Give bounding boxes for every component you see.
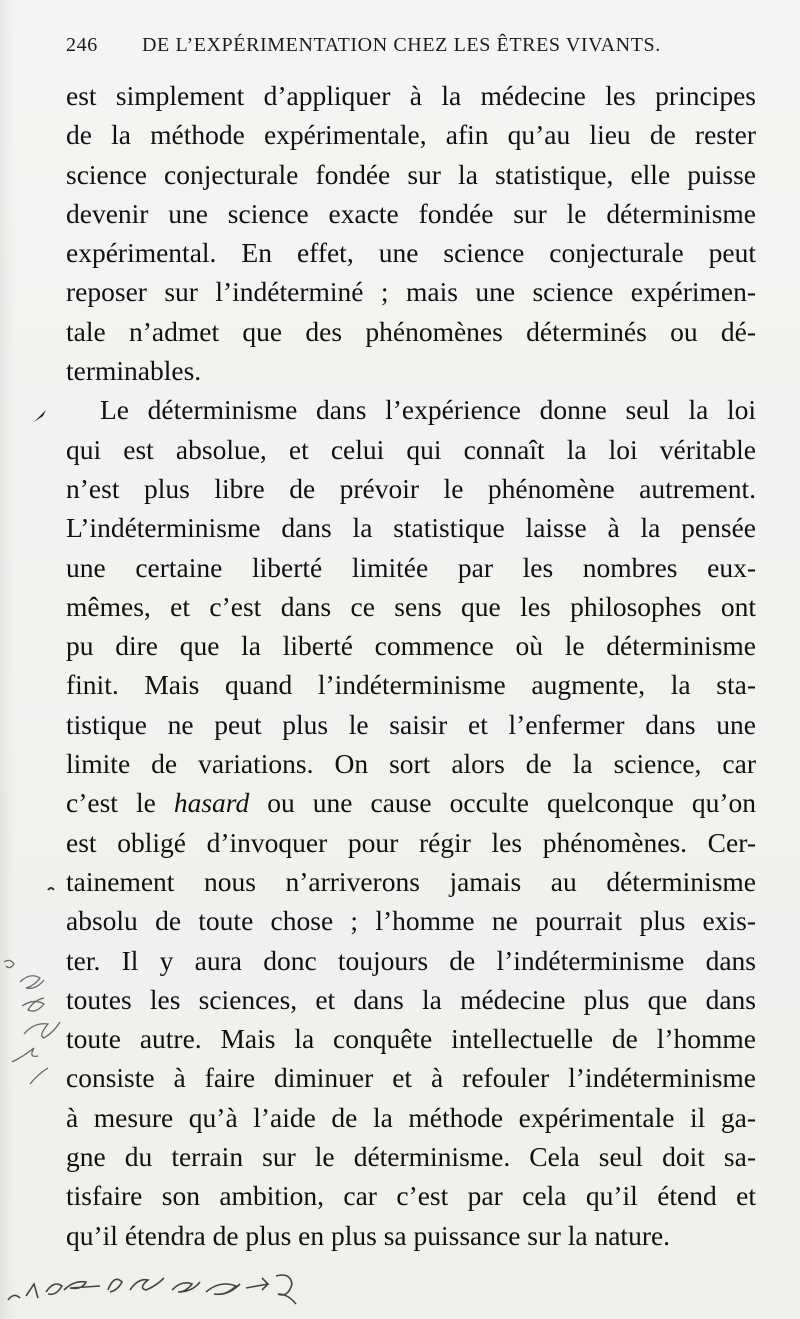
paragraph-1 — [66, 76, 756, 390]
body-text — [66, 76, 756, 1255]
margin-pen-dot — [48, 888, 54, 890]
text-line: reposer sur l’indéterminé ; mais une science expérimen- — [66, 276, 756, 308]
italic-word-hasard: hasard — [173, 787, 250, 819]
text-line: de la méthode expérimentale, afin qu’au lieu de rester — [66, 119, 756, 151]
text-line: toutes les sciences, et dans la médecine plus que dans — [66, 983, 756, 1015]
text-line: expérimental. En effet, une science conjecturale peut — [66, 237, 756, 269]
text-line: est simplement d’appliquer à la médecine les principes — [66, 80, 756, 111]
running-header — [66, 34, 756, 62]
bottom-handwritten-note — [8, 1275, 296, 1304]
text-line: absolu de toute chose ; l’homme ne pourrait plus exis- — [66, 905, 756, 937]
text-line: n’est plus libre de prévoir le phénomène autrement. — [66, 472, 756, 504]
text-line: qui est absolue, et celui qui connaît la loi véritable — [66, 433, 756, 465]
margin-handwritten-note — [4, 960, 60, 1084]
text-line: tale n’admet que des phénomènes déterminés ou dé- — [66, 315, 756, 347]
text-line: consiste à faire diminuer et à refouler l’indéterminisme — [66, 1062, 756, 1094]
text-line: à mesure qu’à l’aide de la méthode expérimentale il ga- — [66, 1101, 756, 1133]
page-number: 246 — [66, 34, 98, 56]
text-line-hasard — [66, 783, 756, 822]
text-line: tainement nous n’arriverons jamais au déterminisme — [66, 865, 756, 897]
text-line: qu’il étendra de plus en plus sa puissance sur la nature. — [66, 1219, 671, 1251]
text-run: ou une cause occulte quelconque qu’on — [249, 787, 756, 819]
text-line: mêmes, et c’est dans ce sens que les philosophes ont — [66, 590, 756, 622]
text-line: devenir une science exacte fondée sur le déterminisme — [66, 197, 756, 229]
text-line: toute autre. Mais la conquête intellectuelle de l’homme — [66, 1023, 756, 1055]
text-run: c’est le — [66, 787, 174, 819]
text-line: ter. Il y aura donc toujours de l’indéterminisme dans — [66, 944, 756, 976]
text-line: tisfaire son ambition, car c’est par cela qu’il étend et — [66, 1180, 756, 1212]
text-line: une certaine liberté limitée par les nombres eux- — [66, 551, 756, 583]
text-line: tistique ne peut plus le saisir et l’enfermer dans une — [66, 708, 756, 740]
text-line: est obligé d’invoquer pour régir les phénomènes. Cer- — [66, 826, 756, 858]
text-line: finit. Mais quand l’indéterminisme augmente, la sta- — [66, 669, 756, 701]
text-line: science conjecturale fondée sur la statistique, elle puisse — [66, 158, 756, 190]
text-line: Le déterminisme dans l’expérience donne seul la loi — [100, 394, 756, 426]
text-line: limite de variations. On sort alors de la science, car — [66, 748, 756, 780]
margin-pen-tick — [34, 410, 46, 422]
text-line: pu dire que la liberté commence où le déterminisme — [66, 630, 756, 662]
text-line: gne du terrain sur le déterminisme. Cela seul doit sa- — [66, 1141, 756, 1173]
paragraph-2 — [66, 390, 756, 1255]
text-line: terminables. — [66, 355, 202, 387]
text-line: L’indéterminisme dans la statistique laisse à la pensée — [66, 512, 756, 544]
running-title: DE L’EXPÉRIMENTATION CHEZ LES ÊTRES VIVANTS. — [142, 34, 661, 56]
